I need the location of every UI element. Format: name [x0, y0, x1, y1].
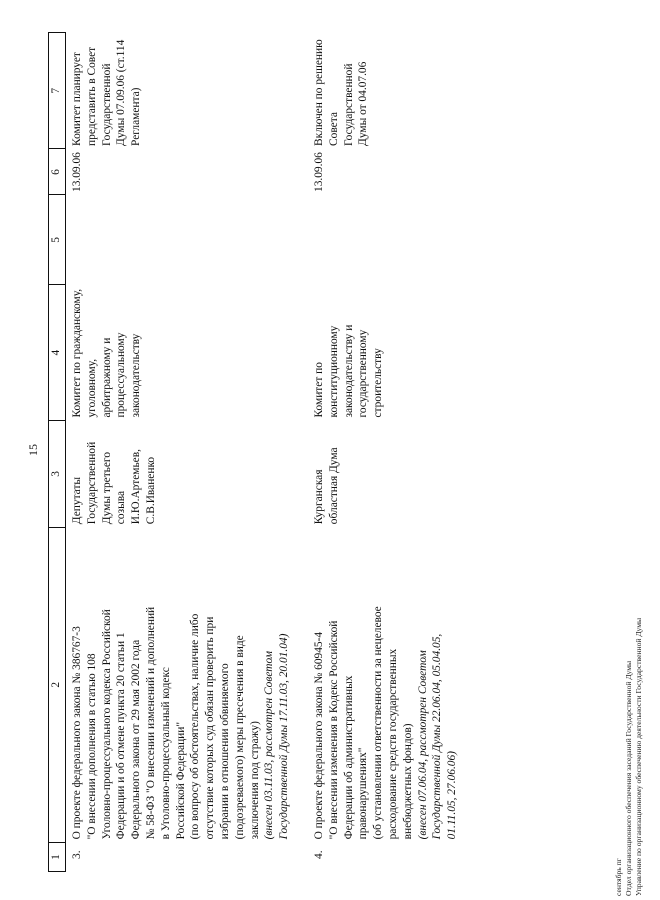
bill-text-line: О проекте федерального закона № 386767-3: [71, 626, 83, 840]
column-header: 5: [49, 195, 66, 285]
bill-history-note: (внесен 03.11.03, рассмотрен Советом: [263, 651, 276, 840]
bill-author: Депутаты Государственной Думы третьего созыва И.Ю.Артемьев, С.В.Иваненко: [71, 441, 157, 525]
bill-text-line: внебюджетных фондов): [401, 723, 414, 840]
responsible-committee: Комитет по гражданскому, уголовному, арбитражному и процессуальному законодательству: [71, 288, 143, 418]
bill-text-line: Федерального закона от 29 мая 2002 года: [130, 639, 143, 840]
bill-text-line: Федерации об административных: [342, 675, 355, 840]
column-header: 2: [49, 527, 66, 842]
page-number: 15: [26, 444, 40, 456]
table-row: [308, 33, 460, 872]
agenda-table: [48, 32, 460, 872]
bill-text-line: расходование средств государственных: [386, 648, 399, 840]
bill-text-line: Российской Федерации": [174, 721, 187, 840]
bill-status: Комитет планирует представить в Совет Государственной Думы 07.09.06 (ст.114 Регламента): [71, 39, 143, 146]
column-header: 7: [49, 33, 66, 149]
bill-text-line: в Уголовно-процессуальный кодекс: [159, 667, 172, 840]
table-header-row: [49, 33, 66, 872]
bill-text-line: № 58-ФЗ "О внесении изменений и дополнений: [144, 606, 157, 840]
bill-description: [66, 527, 292, 842]
bill-history-note: Государственной Думы 17.11.03, 20.01.04): [278, 633, 291, 840]
footer-line: Отдел организационного обеспечения заседаний Государственной Думы: [624, 660, 633, 896]
footer-line: сентябрь пг: [614, 858, 623, 896]
bill-text-line: (по вопросу об обстоятельствах, наличие либо: [189, 613, 202, 840]
bill-text-line: "О внесении дополнения в статью 108: [85, 653, 98, 840]
bill-author: Курганская областная Дума: [312, 447, 340, 525]
planned-date: 13.09.06: [312, 152, 325, 192]
row-number: 4.: [312, 850, 325, 859]
column-header: 4: [49, 285, 66, 421]
column-5-cell: [66, 195, 292, 285]
bill-text-line: О проекте федерального закона № 60945-4: [312, 631, 325, 840]
bill-text-line: Федерации и об отмене пункта 20 статьи 1: [115, 632, 128, 840]
bill-text-line: (подозреваемого) меры пресечения в виде: [233, 635, 246, 840]
bill-text-line: "О внесении изменения в Кодекс Российской: [327, 620, 340, 840]
column-header: 3: [49, 421, 66, 528]
document-footer: [614, 618, 644, 896]
planned-date: 13.09.06: [71, 152, 83, 192]
table-row: [66, 33, 292, 872]
footer-line: Управление по организационному обеспечению деятельности Государственной Думы: [634, 617, 643, 896]
row-spacer: [292, 33, 308, 872]
bill-history-note: Государственной Думы 22.06.04, 05.04.05,: [431, 633, 444, 840]
column-5-cell: [308, 195, 460, 285]
bill-description: [308, 527, 460, 842]
bill-text-line: отсутствие которых суд обязан проверить при: [204, 616, 217, 840]
bill-history-note: (внесен 07.06.04, рассмотрен Советом: [416, 650, 429, 840]
bill-text-line: избрании в отношении обвиняемого: [218, 663, 231, 840]
responsible-committee: Комитет по конституционному законодательству и государственному строительству: [312, 324, 385, 418]
column-header: 1: [49, 842, 66, 871]
column-header: 6: [49, 149, 66, 195]
bill-history-note: 01.11.05, 27.06.06): [446, 751, 459, 840]
rotated-page-content: [20, 0, 660, 900]
bill-text-line: правонарушениях": [357, 747, 370, 840]
bill-text-line: (об установлении ответственности за нецелевое: [372, 606, 385, 840]
bill-status: Включен по решению Совета Государственной Думы от 04.07.06: [312, 39, 370, 146]
bill-text-line: заключения под стражу): [248, 721, 261, 840]
bill-text-line: Уголовно-процессуального кодекса Российской: [100, 609, 113, 840]
row-number: 3.: [71, 850, 83, 859]
